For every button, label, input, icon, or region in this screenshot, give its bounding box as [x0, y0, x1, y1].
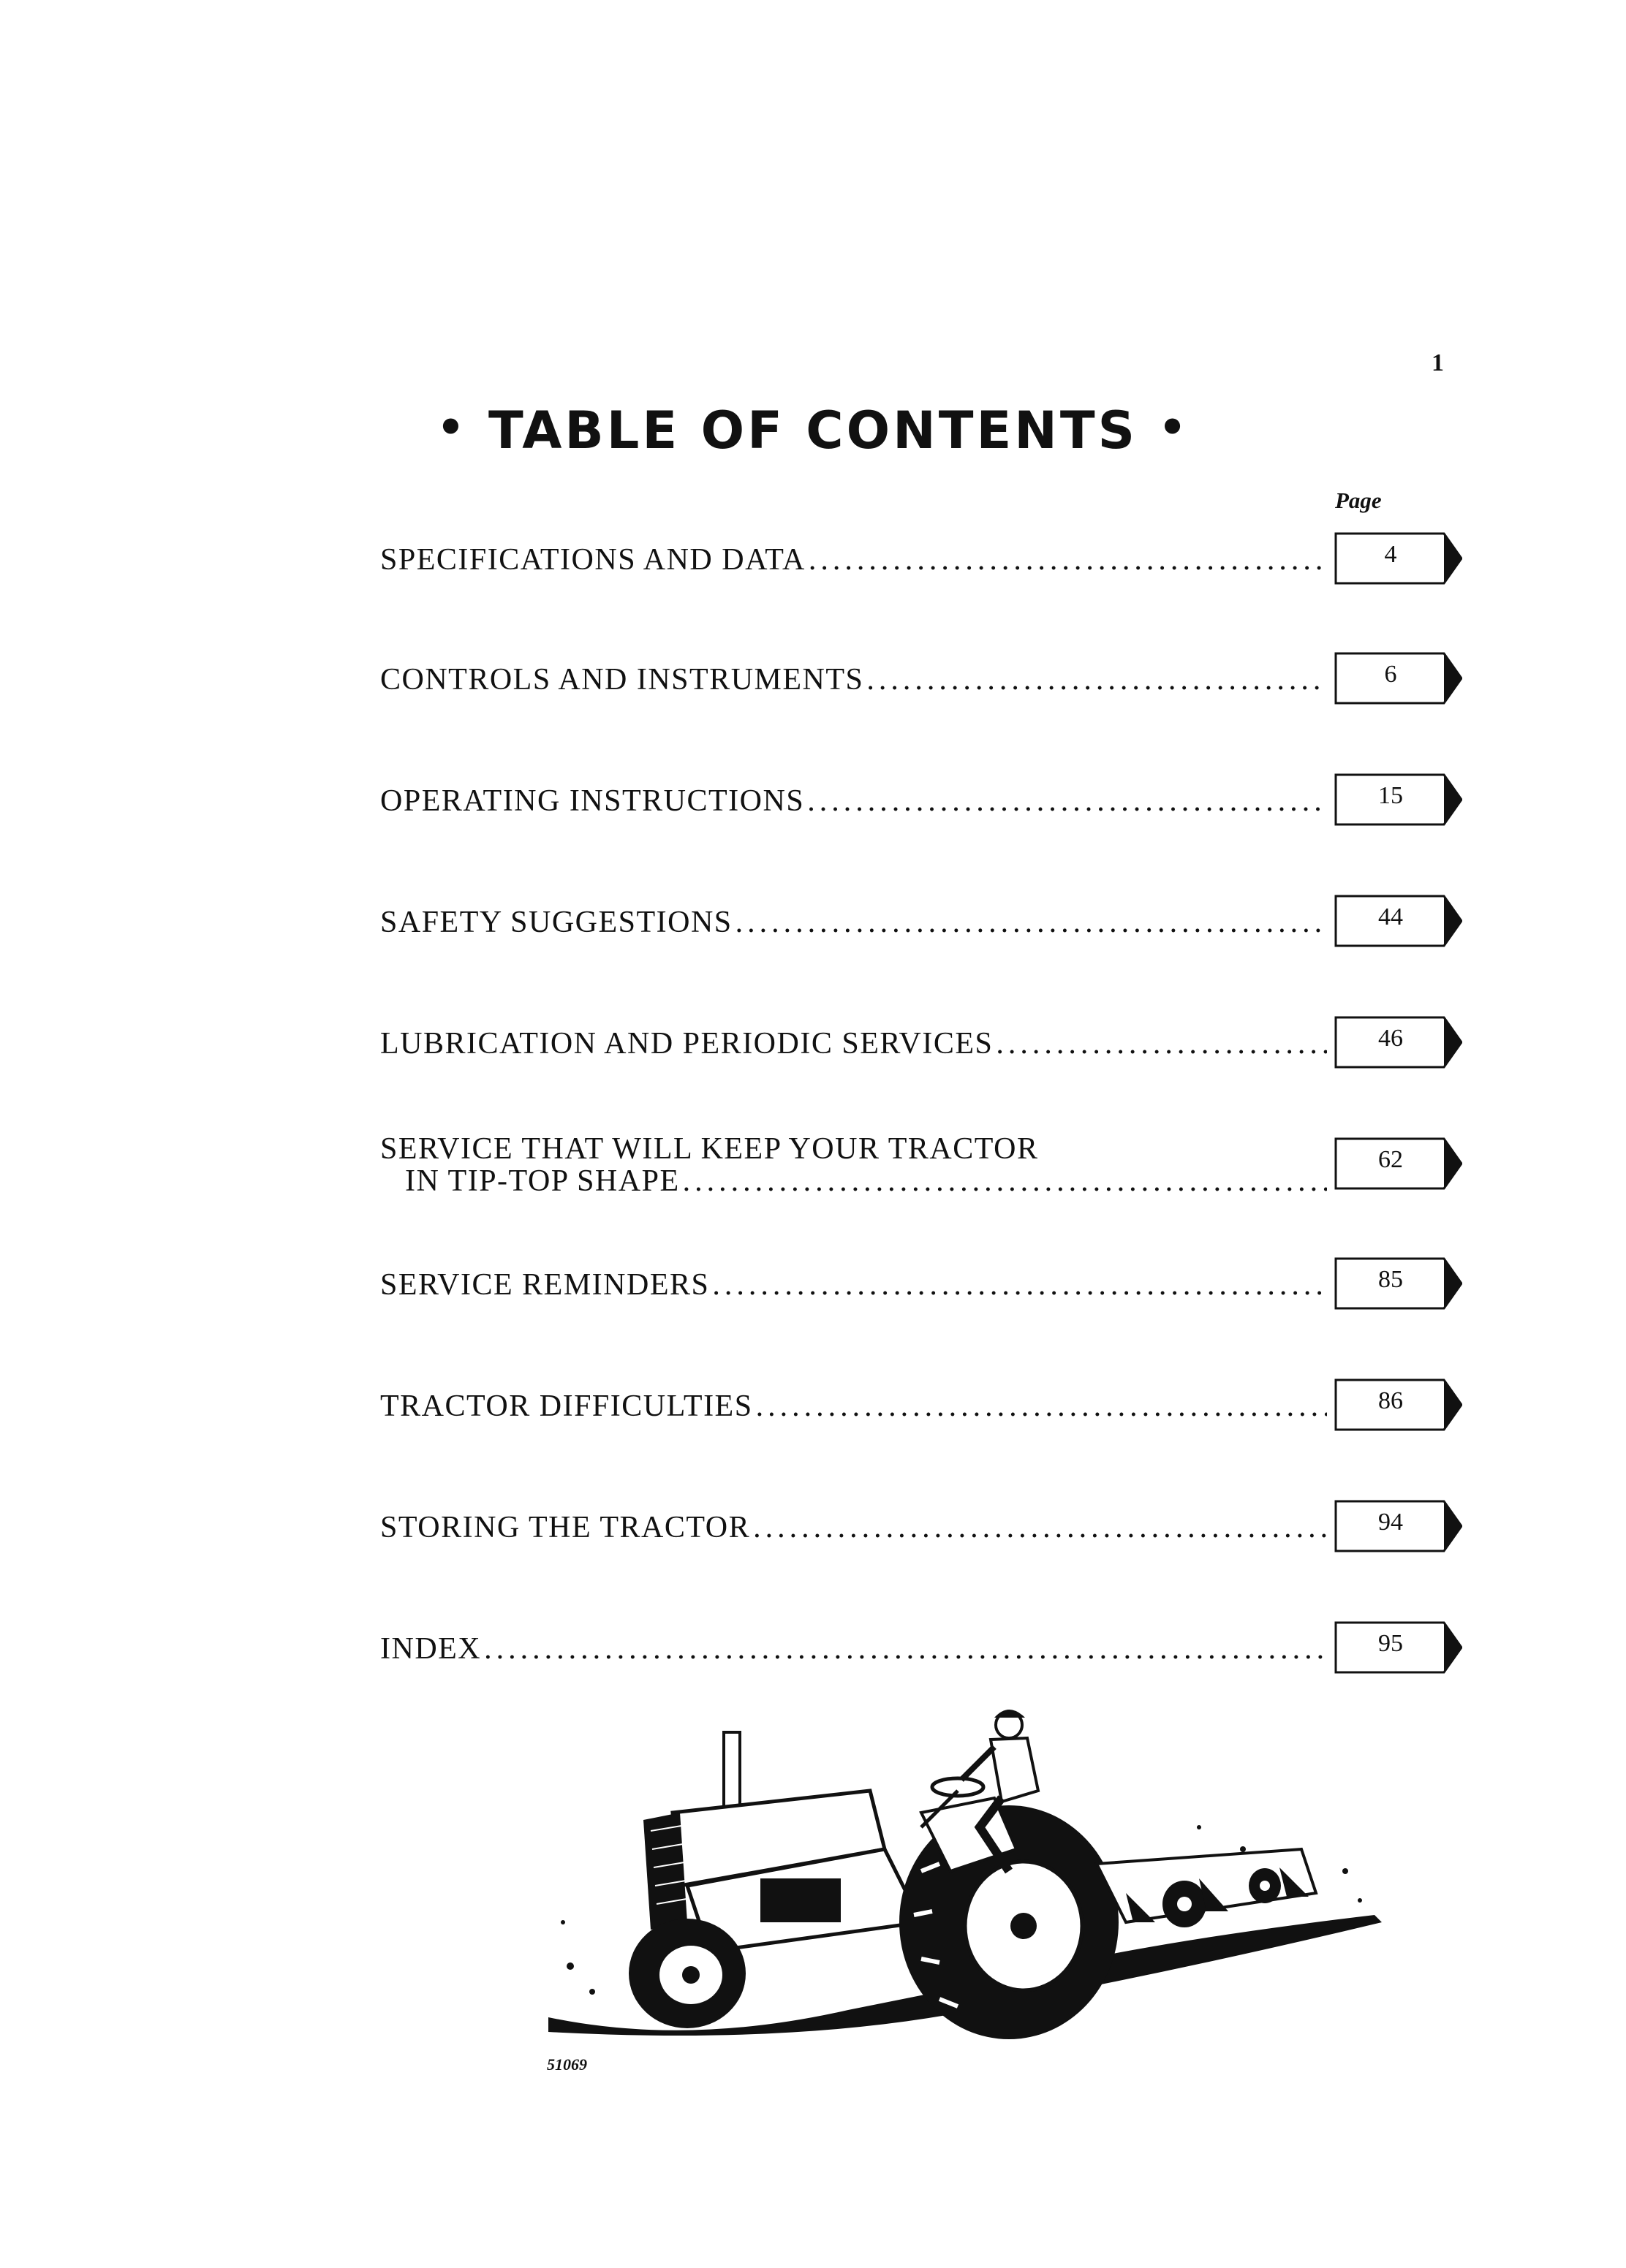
toc-entry-title: SAFETY SUGGESTIONS [380, 906, 733, 939]
toc-entry-title: TRACTOR DIFFICULTIES [380, 1389, 753, 1423]
dot-leader [736, 905, 1327, 940]
dot-leader [866, 662, 1327, 697]
page-ref-box[interactable] [1334, 1378, 1462, 1431]
toc-entry-title: SPECIFICATIONS AND DATA [380, 543, 806, 577]
page-ref-box[interactable] [1334, 1621, 1462, 1674]
dot-leader [996, 1026, 1327, 1061]
page-ref-box[interactable] [1334, 1016, 1462, 1069]
toc-entry-title: INDEX [380, 1632, 482, 1666]
page-number: 1 [1432, 349, 1444, 376]
page-ref-box[interactable] [1334, 652, 1462, 705]
page-ref-box[interactable] [1334, 1500, 1462, 1552]
toc-entry-title: CONTROLS AND INSTRUMENTS [380, 663, 864, 697]
bullet-icon: • [436, 402, 468, 453]
page-ref-number: 15 [1378, 782, 1403, 809]
toc-entry-title: STORING THE TRACTOR [380, 1511, 751, 1544]
bullet-icon: • [1158, 402, 1190, 453]
toc-entry-operating[interactable] [380, 773, 1462, 832]
toc-entry-index[interactable] [380, 1621, 1462, 1680]
tractor-plowing-illustration [541, 1703, 1404, 2054]
dot-leader [712, 1267, 1327, 1302]
toc-entry-reminders[interactable] [380, 1257, 1462, 1316]
toc-entry-title: OPERATING INSTRUCTIONS [380, 784, 805, 818]
dot-leader [809, 542, 1327, 577]
toc-entry-title: LUBRICATION AND PERIODIC SERVICES [380, 1027, 994, 1061]
page-ref-number: 86 [1378, 1387, 1403, 1414]
page-ref-number: 94 [1378, 1509, 1403, 1536]
page-title [0, 401, 1626, 460]
dot-leader [753, 1510, 1327, 1545]
toc-entry-lubrication[interactable] [380, 1016, 1462, 1074]
toc-entry-title: SERVICE THAT WILL KEEP YOUR TRACTOR [380, 1132, 1039, 1166]
toc-entry-safety[interactable] [380, 895, 1462, 953]
page-ref-box[interactable] [1334, 532, 1462, 585]
plate-number: 51069 [547, 2055, 587, 2074]
toc-entry-title-continued: IN TIP-TOP SHAPE [405, 1164, 680, 1198]
page-ref-number: 95 [1378, 1630, 1403, 1657]
dot-leader [807, 784, 1327, 819]
page-ref-number: 44 [1378, 903, 1403, 930]
toc-entry-difficulties[interactable] [380, 1378, 1462, 1437]
page-ref-number: 46 [1378, 1025, 1403, 1052]
page-column-label: Page [1335, 488, 1382, 513]
page-ref-number: 6 [1384, 661, 1397, 688]
dot-leader [756, 1389, 1327, 1424]
page-ref-box[interactable] [1334, 895, 1462, 947]
page-ref-box[interactable] [1334, 773, 1462, 826]
toc-entry-controls[interactable] [380, 652, 1462, 710]
dot-leader [683, 1164, 1327, 1199]
page-ref-box[interactable] [1334, 1257, 1462, 1310]
toc-entry-specifications[interactable] [380, 532, 1462, 591]
page-ref-number: 4 [1384, 541, 1397, 568]
title-text: TABLE OF CONTENTS [488, 401, 1138, 460]
page-ref-number: 62 [1378, 1146, 1403, 1173]
toc-entry-service-shape[interactable] [380, 1131, 1462, 1212]
dot-leader [484, 1631, 1327, 1666]
page-ref-number: 85 [1378, 1266, 1403, 1293]
toc-entry-title: SERVICE REMINDERS [380, 1268, 710, 1302]
page-ref-box[interactable] [1334, 1137, 1462, 1190]
toc-entry-storing[interactable] [380, 1500, 1462, 1558]
